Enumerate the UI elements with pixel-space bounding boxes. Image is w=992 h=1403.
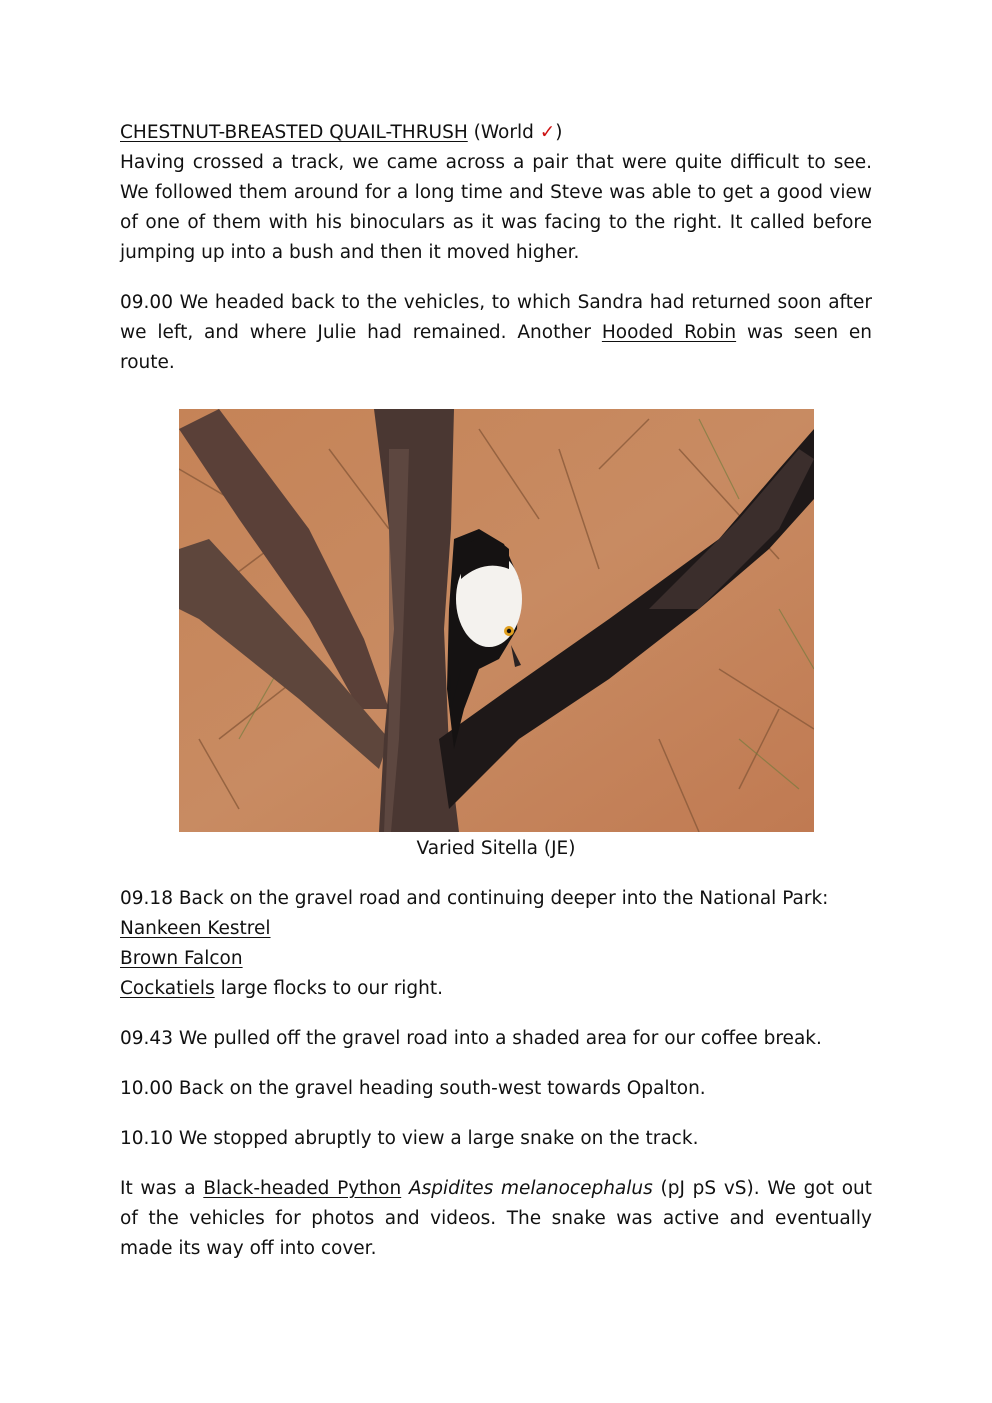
quail-thrush-paragraph: Having crossed a track, we came across a pair that were quite difficult to see. We followed them around for a long time and Steve was able to get a good view of one of them with his binoculars as it was facing to the right. It called before jumping up into a bush and then it moved higher. <box>120 152 872 263</box>
section-quail-thrush <box>120 118 872 268</box>
python-text-end: (pJ pS vS). We got out of the vehicles for photos and videos. The snake was active and eventually made its way off into cover. <box>120 1178 872 1259</box>
entry-0918-intro: 09.18 Back on the gravel road and continuing deeper into the National Park: <box>120 888 829 909</box>
species-nankeen-kestrel: Nankeen Kestrel <box>120 918 271 939</box>
photo-caption: Varied Sitella (JE) <box>416 838 576 859</box>
entry-text-end: was seen en route. <box>120 322 872 373</box>
species-heading: CHESTNUT-BREASTED QUAIL-THRUSH <box>120 122 468 143</box>
species-cockatiels: Cockatiels <box>120 978 215 999</box>
document-page <box>120 118 872 1264</box>
species-hooded-robin: Hooded Robin <box>601 322 737 343</box>
entry-0943: 09.43 We pulled off the gravel road into a shaded area for our coffee break. <box>120 1028 822 1049</box>
species-brown-falcon: Brown Falcon <box>120 948 243 969</box>
section-0918 <box>120 884 872 1004</box>
entry-1000: 10.00 Back on the gravel heading south-west towards Opalton. <box>120 1078 706 1099</box>
cockatiels-note: large flocks to our right. <box>214 978 444 999</box>
heading-note-close: ) <box>555 122 563 143</box>
entry-1010: 10.10 We stopped abruptly to view a large snake on the track. <box>120 1128 699 1149</box>
section-0900 <box>120 288 872 378</box>
scientific-name: Aspidites melanocephalus <box>408 1178 653 1199</box>
heading-note-open: (World <box>467 122 540 143</box>
bird-photo-image <box>179 409 814 832</box>
entry-text: 09.00 We headed back to the vehicles, to which Sandra had returned soon after we left, and where Julie had remained. Another <box>120 292 872 343</box>
species-black-headed-python: Black-headed Python <box>203 1178 402 1199</box>
section-python <box>120 1174 872 1264</box>
checkmark-icon: ✓ <box>539 122 556 143</box>
python-text-start: It was a <box>120 1178 204 1199</box>
sitella-photo <box>179 409 814 832</box>
